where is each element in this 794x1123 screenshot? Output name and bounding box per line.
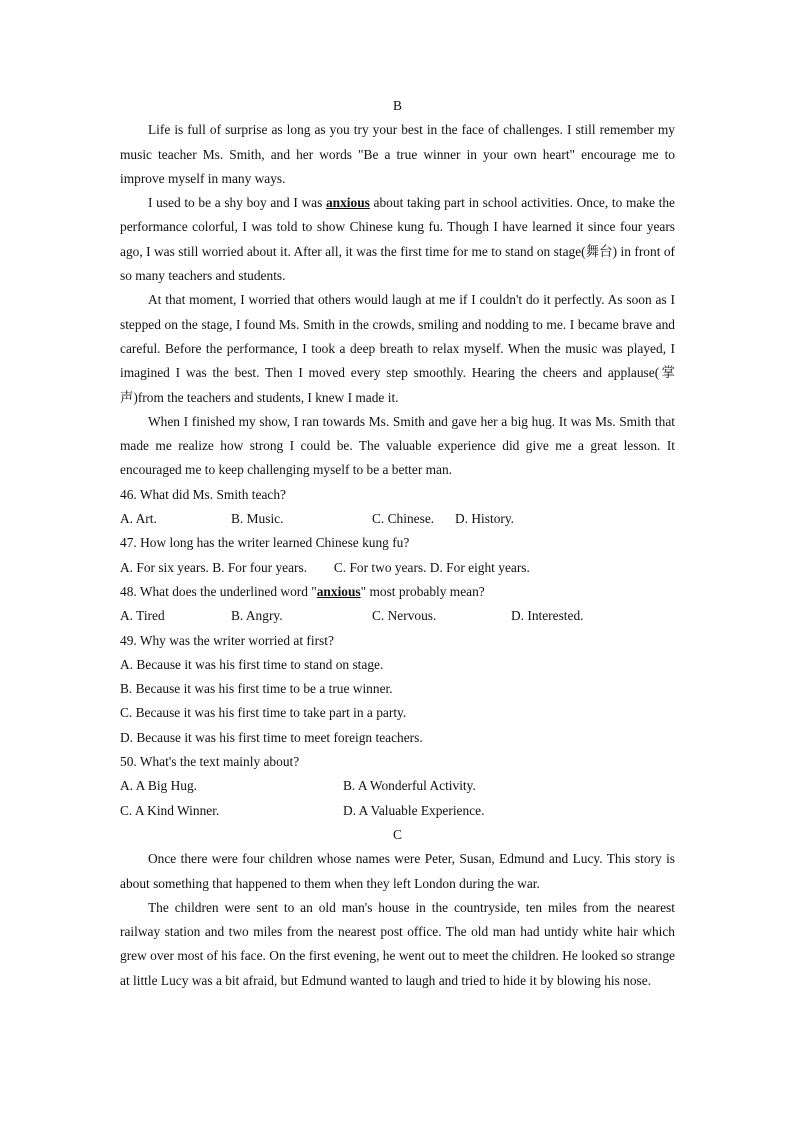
question-49: 49. Why was the writer worried at first? [120, 632, 334, 648]
option-b: B. A Wonderful Activity. [343, 778, 476, 794]
option-b: B. Because it was his first time to be a true winner. [120, 681, 393, 697]
question-47: 47. How long has the writer learned Chinese kung fu? [120, 535, 410, 551]
passage-b-paragraph-4: When I finished my show, I ran towards Ms. Smith and gave her a big hug. It was Ms. Smith that made me realize how strong I could be. The valuable experience did give me a great lesson. It encouraged me to keep challenging myself to be a better man. [120, 413, 675, 478]
option-d: D. A Valuable Experience. [343, 802, 485, 818]
exam-page [120, 94, 675, 993]
question-46: 46. What did Ms. Smith teach? [120, 486, 286, 502]
option-d: D. Because it was his first time to meet foreign teachers. [120, 729, 423, 745]
passage-c-paragraph-1: Once there were four children whose names were Peter, Susan, Edmund and Lucy. This story is about something that happened to them when they left London during the war. [120, 851, 675, 891]
option-a: A. A Big Hug. [120, 778, 198, 794]
option-c: C. Nervous. [372, 608, 437, 624]
option-c: C. Chinese. [372, 511, 435, 527]
option-c: C. Because it was his first time to take part in a party. [120, 705, 407, 721]
underlined-word: anxious [325, 195, 370, 211]
question-50-options-row-2 [120, 799, 675, 823]
passage-b-paragraph-2 [120, 191, 675, 288]
option-d: D. Interested. [511, 608, 584, 624]
question-48 [120, 580, 675, 604]
question-46-options [120, 507, 675, 531]
question-50-options-row-1 [120, 774, 675, 798]
option-a: A. Tired [120, 608, 165, 624]
option-b: B. Angry. [231, 608, 283, 624]
question-text: " most probably mean? [360, 583, 485, 599]
question-48-options [120, 604, 675, 628]
question-50: 50. What's the text mainly about? [120, 754, 300, 770]
option-c: C. A Kind Winner. [120, 802, 220, 818]
option-b: B. Music. [231, 511, 284, 527]
underlined-word: anxious [316, 583, 361, 599]
paragraph-text: I used to be a shy boy and I was [148, 195, 326, 211]
question-text: 48. What does the underlined word " [120, 583, 317, 599]
option-a: A. Because it was his first time to stand on stage. [120, 656, 384, 672]
option-a: A. Art. [120, 511, 157, 527]
question-47-options: A. For six years. B. For four years. C. For two years. D. For eight years. [120, 559, 530, 575]
paragraph-text: about taking part in school activities. Once, to make the performance colorful, I was told to show Chinese kung fu. Though I have learned it since four years ago, I was still worried about it. After all, it was the first time for me to stand on stage(舞台) in front of so many teachers and students. [120, 195, 675, 284]
option-d: D. History. [455, 511, 515, 527]
passage-c-paragraph-2: The children were sent to an old man's house in the countryside, ten miles from the nearest railway station and two miles from the nearest post office. The old man had untidy white hair which grew over most of his face. On the first evening, he went out to meet the children. He looked so strange at little Lucy was a bit afraid, but Edmund wanted to laugh and tried to hide it by blowing his nose. [120, 899, 675, 988]
passage-b-paragraph-1: Life is full of surprise as long as you try your best in the face of challenges. I still remember my music teacher Ms. Smith, and her words "Be a true winner in your own heart" encourage me to improve myself in many ways. [120, 122, 675, 186]
passage-b-paragraph-3: At that moment, I worried that others would laugh at me if I couldn't do it perfectly. As soon as I stepped on the stage, I found Ms. Smith in the crowds, smiling and nodding to me. I became brave and careful. Before the performance, I took a deep breath to relax myself. When the music was played, I imagined I was the best. Then I moved every step smoothly. Hearing the cheers and applause(掌声)from the teachers and students, I knew I made it. [120, 292, 675, 405]
passage-b-label: B [393, 98, 402, 113]
passage-c-label: C [393, 826, 402, 842]
